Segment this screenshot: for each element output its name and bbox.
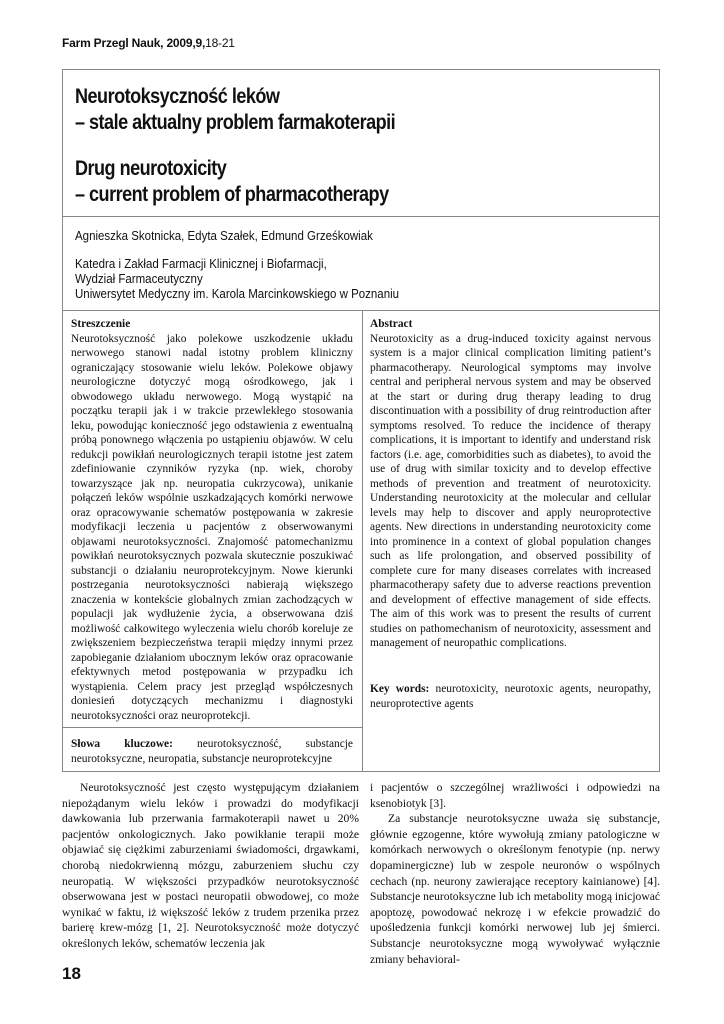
keywords-english-text: neurotoxicity, neurotoxic agents, neuropathy, neuroprotective agents bbox=[370, 683, 651, 710]
authors: Agnieszka Skotnicka, Edyta Szałek, Edmund Grześkowiak bbox=[75, 229, 373, 243]
body-column-right bbox=[370, 780, 660, 967]
abstract-column-divider bbox=[362, 311, 363, 771]
abstract-box bbox=[62, 311, 660, 772]
journal-pages: 18-21 bbox=[205, 36, 235, 50]
affiliation-line1: Katedra i Zakład Farmacji Klinicznej i Biofarmacji, bbox=[75, 257, 327, 271]
body-paragraph: i pacjentów o szczególnej wrażliwości i odpowiedzi na ksenobiotyk [3]. bbox=[370, 781, 660, 810]
title-english-line1: Drug neurotoxicity bbox=[75, 157, 227, 180]
title-english-line2: – current problem of pharmacotherapy bbox=[75, 183, 389, 206]
page-number: 18 bbox=[62, 964, 81, 983]
abstract-polish-text: Neurotoksyczność jako polekowe uszkodzenie układu nerwowego stanowi nadal istotny problem kliniczny ograniczający stosowanie wielu leków. Polekowe objawy neurologiczne dotyczyć mogą ośrodkowego, jak i obwodowego układu nerwowego. Mogą wystąpić na początku terapii jak i w trakcie przewlekłego stosowania leku, powodując konieczność jego odstawienia z ewentualną próbą ponownego włączenia po ustąpieniu objawów. W celu redukcji powikłań neurologicznych terapii istotne jest zatem zdefiniowanie czynników ryzyka (np. wiek, choroby towarzyszące jak np. neuropatia cukrzycowa), unikanie połączeń leków wspólnie uszkadzających komórki nerwowe oraz opracowywanie schematów postępowania w zakresie modyfikacji leczenia u pacjentów z obserwowanymi objawami neurotoksyczności. Znajomość patomechanizmu powikłań neurotoksycznych pozwala skutecznie poszukiwać substancji o działaniu neuroprotekcyjnym. Nowe kierunki postrzegania neurotoksyczności nabierają większego znaczenia w kontekście globalnych zmian zachodzących w populacji jak wydłużenie życia, a obserwowana dziś możliwość całkowitego wyleczenia wielu chorób koreluje ze zwiększeniem bezpieczeństwa terapii między innymi przez zapobieganie działaniom ubocznym leków oraz opracowanie efektywnych metod postępowania w przypadku ich wystąpienia. Celem pracy jest przegląd współczesnych doniesień dotyczących mechanizmu i diagnostyki neurotoksyczności oraz neuroprotekcji. bbox=[71, 332, 353, 722]
journal-citation bbox=[62, 36, 235, 50]
abstract-english-heading: Abstract bbox=[370, 318, 413, 330]
abstract-polish bbox=[71, 317, 353, 723]
abstract-polish-heading: Streszczenie bbox=[71, 318, 131, 330]
keywords-polish-text: neurotoksyczność, substancje neurotoksyczne, neuropatia, substancje neuroprotekcyjne bbox=[71, 738, 353, 765]
keywords-english-label: Key words: bbox=[370, 683, 430, 695]
title-polish-line2: – stale aktualny problem farmakoterapii bbox=[75, 111, 396, 134]
affiliation-line2: Wydział Farmaceutyczny bbox=[75, 272, 203, 286]
abstract-english-text: Neurotoxicity as a drug-induced toxicity against nervous system is a major clinical complication limiting patient’s pharmacotherapy. Neurological symptoms may involve central and peripheral nervous system and may be observed at the start or during drug therapy leading to drug discontinuation with a possibility of drug reintroduction after symptoms resolved. To reduce the incidence of therapy complications, it is important to identify and understand risk factors (i.e. age, comorbidities such as diabetes), to avoid the use of drug with similar toxicity and to develop effective methods of prevention and treatment of neurotoxicity. Understanding neurotoxicity at the molecular and cellular levels may help to discover and apply neuroprotective agents. New directions in understanding neurotoxicity come into prominence in a context of global population changes such as life prolongation, and observed possibility of complete cure for many diseases correlates with increased pharmacotherapy safety due to adverse reactions prevention and development of effective management of side effects. The aim of this work was to present the results of current studies on pathomechanism of neurotoxicity, assessment and management of neuropathic complications. bbox=[370, 332, 651, 649]
body-paragraph: Neurotoksyczność jest często występującym działaniem niepożądanym wielu leków i prowadzi do modyfikacji dawkowania lub przerwania farmakoterapii nawet u 20% pacjentów onkologicznych. Jako powikłanie terapii może objawiać się ciężkimi zaburzeniami świadomości, drgawkami, chorobą niedokrwienną mózgu, zaburzeniem słuchu czy neuropatią. W większości przypadków neurotoksyczność obserwowana jest w postaci neuropatii obwodowej, co może wynikać w faktu, iż większość leków z trudem przenika przez barierę krew-mózg [1, 2]. Neurotoksyczność może dotyczyć określonych leków, schematów leczenia jak bbox=[62, 781, 359, 950]
keywords-english bbox=[370, 682, 651, 711]
body-paragraph: Za substancje neurotoksyczne uważa się substancje, głównie egzogenne, które wywołują zmiany patologiczne w komórkach nerwowych o określonym fenotypie (np. nerwy dopaminergiczne) lub w zespole neuronów o wspólnych cechach (np. neurony zawierające receptory kainianowe) [4]. Substancje neurotoksyczne lub ich metabolity mogą inicjować apoptozę, powodować nekrozę i w efekcie prowadzić do upośledzenia funkcji komórki nerwowej lub jej śmierci. Substancje neurotoksyczne mogą wywoływać wyłącznie zmiany behavioral- bbox=[370, 812, 660, 966]
affiliation-line3: Uniwersytet Medyczny im. Karola Marcinkowskiego w Poznaniu bbox=[75, 287, 400, 301]
body-column-left bbox=[62, 780, 359, 952]
keywords-polish-label: Słowa kluczowe: bbox=[71, 738, 173, 750]
title-polish-line1: Neurotoksyczność leków bbox=[75, 85, 280, 108]
article-header-box bbox=[62, 69, 660, 311]
keywords-divider bbox=[63, 727, 362, 728]
abstract-english bbox=[370, 317, 651, 651]
journal-year-volume: 2009,9, bbox=[166, 36, 206, 50]
keywords-polish bbox=[71, 737, 353, 766]
header-divider bbox=[63, 216, 659, 217]
journal-name: Farm Przegl Nauk, bbox=[62, 36, 164, 50]
